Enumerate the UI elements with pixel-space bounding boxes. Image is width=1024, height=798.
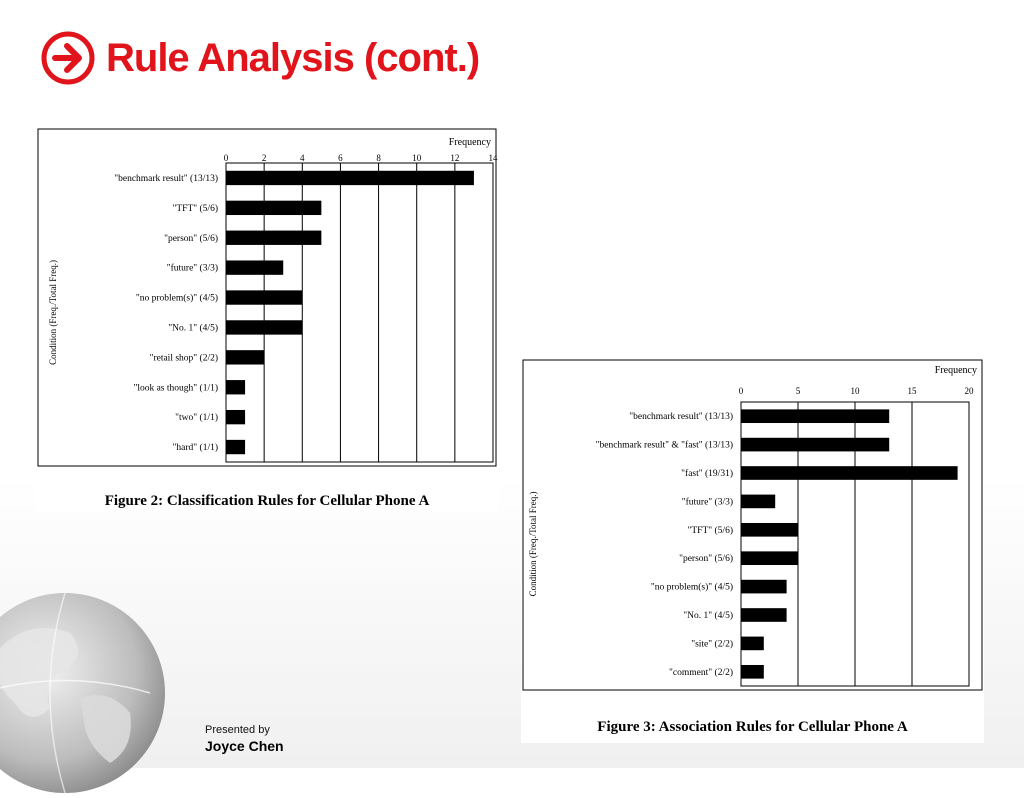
circled-right-arrow-icon bbox=[40, 30, 96, 86]
bar bbox=[741, 551, 798, 565]
x-tick-label: 5 bbox=[795, 386, 801, 396]
x-tick-label: 8 bbox=[376, 153, 381, 163]
bar bbox=[226, 410, 245, 424]
x-axis-label: Frequency bbox=[448, 137, 491, 148]
category-label: "person" (5/6) bbox=[164, 233, 218, 244]
bar bbox=[741, 495, 775, 509]
category-label: "future" (3/3) bbox=[166, 263, 218, 274]
classification-rules-chart-svg bbox=[36, 127, 498, 512]
bar bbox=[226, 231, 321, 245]
category-label: "retail shop" (2/2) bbox=[149, 353, 218, 364]
x-tick-label: 0 bbox=[738, 386, 744, 396]
category-label: "no problem(s)" (4/5) bbox=[135, 293, 218, 304]
bar bbox=[741, 608, 787, 622]
bar bbox=[226, 380, 245, 394]
bar bbox=[226, 260, 283, 274]
x-axis-label: Frequency bbox=[934, 365, 977, 376]
globe-decoration bbox=[0, 588, 170, 798]
x-tick-label: 10 bbox=[850, 386, 860, 396]
x-tick-label: 15 bbox=[907, 386, 917, 396]
bar bbox=[226, 290, 302, 304]
presenter-name: Joyce Chen bbox=[205, 738, 284, 754]
category-label: "benchmark result" (13/13) bbox=[114, 173, 218, 184]
chart-caption: Figure 2: Classification Rules for Cellular Phone A bbox=[104, 493, 430, 509]
classification-rules-chart bbox=[36, 127, 498, 512]
category-label: "TFT" (5/6) bbox=[687, 525, 733, 536]
y-axis-label: Condition (Freq./Total Freq.) bbox=[528, 491, 538, 597]
bar bbox=[741, 665, 764, 679]
bar bbox=[226, 320, 302, 334]
category-label: "No. 1" (4/5) bbox=[168, 323, 218, 334]
slide-title-text: Rule Analysis (cont.) bbox=[106, 35, 480, 80]
bar bbox=[741, 580, 787, 594]
category-label: "no problem(s)" (4/5) bbox=[650, 582, 733, 593]
category-label: "hard" (1/1) bbox=[172, 443, 218, 454]
category-label: "fast" (19/31) bbox=[681, 469, 733, 479]
x-tick-label: 4 bbox=[300, 153, 305, 163]
presented-by-label: Presented by bbox=[205, 724, 270, 736]
y-axis-label: Condition (Freq./Total Freq.) bbox=[48, 260, 58, 365]
category-label: "TFT" (5/6) bbox=[172, 203, 218, 214]
bar bbox=[226, 440, 245, 454]
bar bbox=[226, 171, 474, 185]
presenter-credit bbox=[205, 724, 284, 754]
category-label: "comment" (2/2) bbox=[669, 667, 733, 678]
x-tick-label: 14 bbox=[488, 153, 498, 163]
x-tick-label: 6 bbox=[338, 153, 343, 163]
x-tick-label: 0 bbox=[223, 153, 229, 163]
bar bbox=[741, 409, 889, 423]
chart-caption: Figure 3: Association Rules for Cellular Phone A bbox=[597, 719, 908, 735]
slide-title bbox=[40, 28, 479, 88]
x-tick-label: 20 bbox=[964, 386, 974, 396]
bar bbox=[741, 637, 764, 651]
category-label: "site" (2/2) bbox=[691, 639, 733, 650]
bar bbox=[226, 201, 321, 215]
bar bbox=[226, 350, 264, 364]
category-label: "two" (1/1) bbox=[175, 413, 218, 424]
bar bbox=[741, 466, 958, 480]
x-tick-label: 2 bbox=[261, 153, 267, 163]
x-tick-label: 10 bbox=[412, 153, 422, 163]
bar bbox=[741, 438, 889, 452]
category-label: "No. 1" (4/5) bbox=[683, 611, 733, 621]
category-label: "look as though" (1/1) bbox=[133, 383, 218, 394]
category-label: "person" (5/6) bbox=[679, 554, 733, 565]
bar bbox=[741, 523, 798, 537]
category-label: "future" (3/3) bbox=[681, 497, 733, 508]
association-rules-chart-svg bbox=[521, 358, 984, 743]
category-label: "benchmark result" & "fast" (13/13) bbox=[595, 440, 733, 451]
category-label: "benchmark result" (13/13) bbox=[629, 412, 733, 423]
association-rules-chart bbox=[521, 358, 984, 743]
x-tick-label: 12 bbox=[450, 153, 460, 163]
